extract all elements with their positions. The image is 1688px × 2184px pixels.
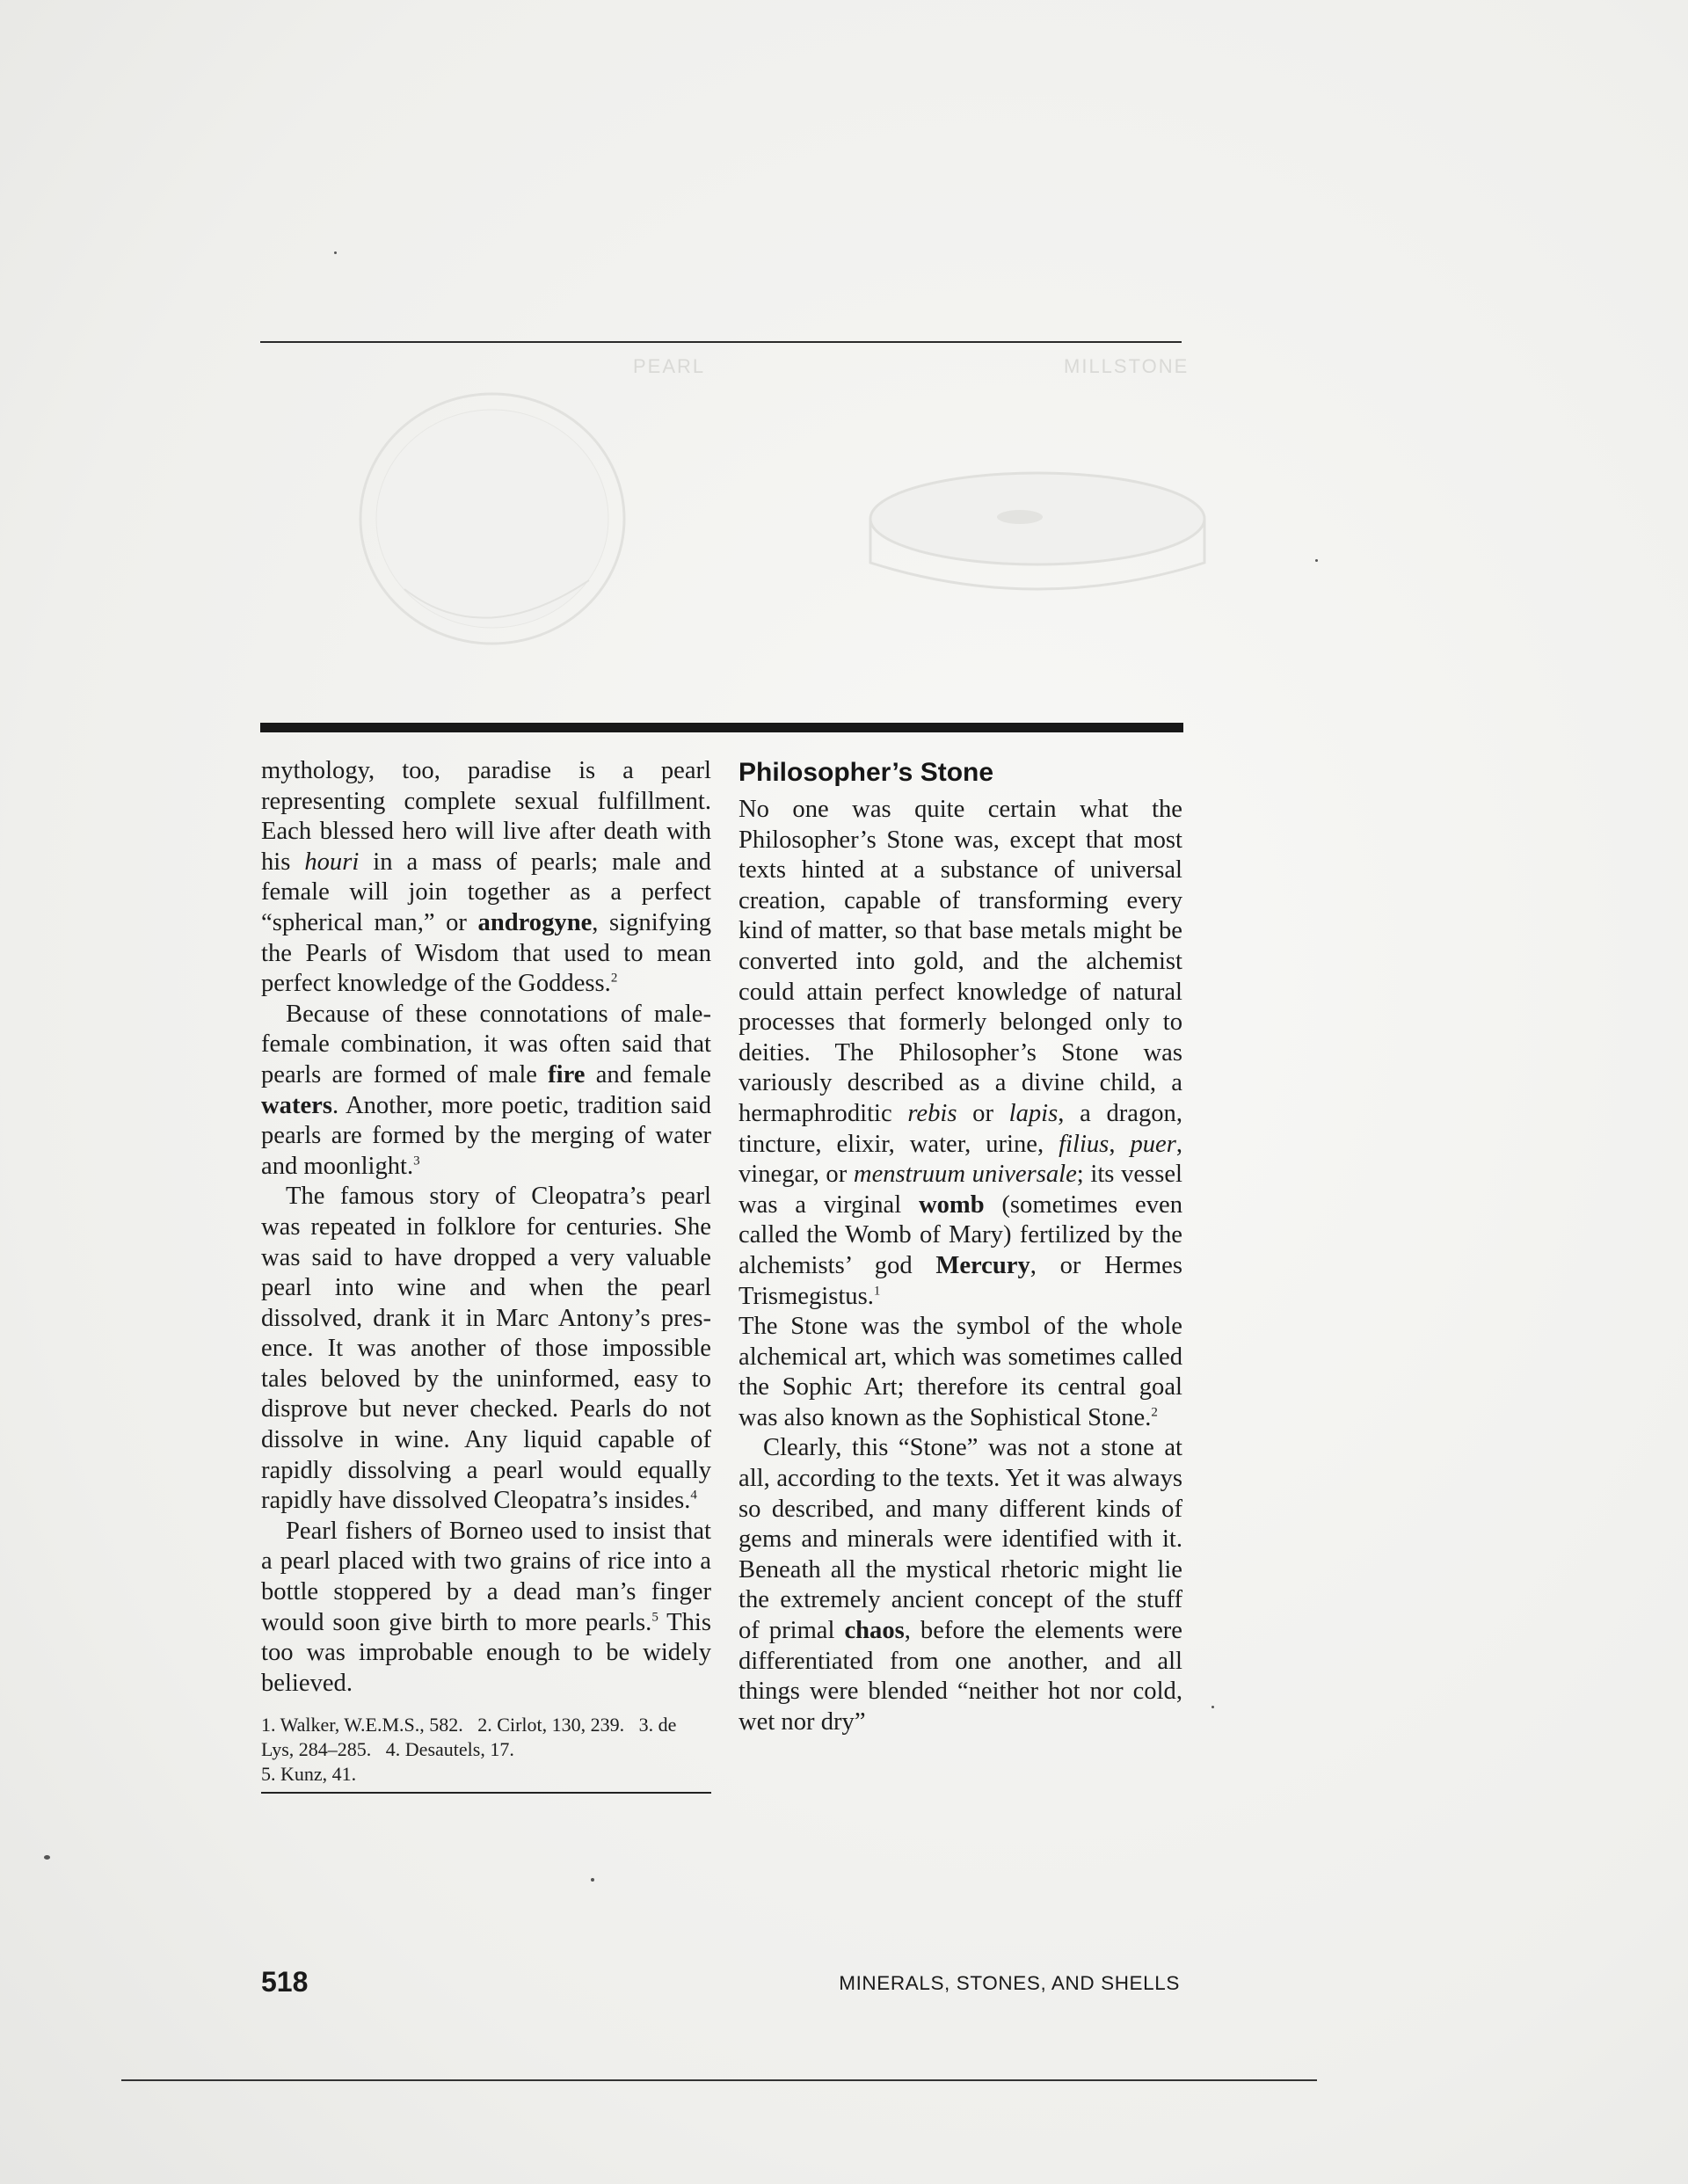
left-column bbox=[261, 756, 711, 1794]
paragraph-borneo: Pearl fishers of Borneo used to insist that a pearl placed with two grains of rice into a bottle stoppered by a dead man’s finger would soon give birth to more pearls.$^5$ This too was improbable enough to be widely believed. bbox=[261, 1517, 712, 1697]
paragraph-sophic-art: The Stone was the symbol of the whole alchemical art, which was sometimes called the Sophic Art; therefore its central goal was also known as the Sophistical Stone.$^2$ bbox=[738, 1313, 1182, 1431]
paragraph-cleopatra: The famous story of Cleopatra’s pearl was repeated in folklore for centuries. She was said to have dropped a very valuable pearl into wine and when the pearl dissolved, drank it in Marc Antony’s presence. It was another of those impossible tales beloved by the uninformed, easy to disprove but never checked. Pearls do not dissolve in wine. Any liquid capable of rapidly dissolving a pearl would equally rapidly have dissolved Cleopatra’s insides.$^4$ bbox=[261, 1183, 711, 1515]
paragraph-male-female: Because of these connotations of male-female combination, it was often said that pearls are formed of male fire and female waters. Another, more poetic, tradition said pearls are formed by the merging of water and moonlight.$^3$ bbox=[261, 1000, 711, 1180]
footnote-5: 5. Kunz, 41. bbox=[261, 1763, 357, 1786]
bleed-through-millstone-illustration bbox=[862, 466, 1213, 615]
footnotes bbox=[261, 1713, 711, 1794]
term-chaos: chaos bbox=[844, 1617, 905, 1645]
paragraph-pearl-paradise: mythology, too, paradise is a pearl representing complete sexual fulfillment. Each blessed hero will live after death with his houri in a mass of pearls; male and female will join together as a perfect “spherical man,” or androgyne, signifying the Pearls of Wisdom that used to mean perfect knowledge of the Goddess.$^2$ bbox=[261, 757, 711, 998]
page-number: 518 bbox=[261, 1966, 309, 1998]
bleed-through-pearl-illustration bbox=[352, 387, 642, 651]
term-rebis: rebis bbox=[907, 1099, 957, 1127]
paragraph-clearly: Clearly, this “Stone” was not a stone at all, according to the texts. Yet it was always so described, and many different kinds of gems and minerals were identified with it. Beneath all the mystical rhetoric might lie the extremely ancient concept of the stuff of primal chaos, before the elements were differentiated from one another, and all things were blended “neither hot nor cold, wet nor dry” bbox=[738, 1434, 1182, 1736]
paragraph-stone-definition: No one was quite certain what the Philosopher’s Stone was, except that most texts hinted at a substance of universal creation, capable of transforming every kind of matter, so that base metals might be converted into gold, and the alchemist could attain perfect knowledge of natural processes that formerly belonged only to deities. The Philosopher’s Stone was variously described as a divine child, a hermaphroditic rebis or lapis, a dragon, tincture, elixir, water, urine, filius, puer, vinegar, or menstruum universale; its vessel was a virginal womb (sometimes even called the Womb of Mary) fertilized by the alchemists’ god Mercury, or Hermes Trismegistus.$^1$ bbox=[738, 796, 1183, 1310]
entry-heading: Philosopher’s Stone bbox=[738, 758, 994, 787]
term-androgyne: androgyne bbox=[477, 908, 593, 936]
term-fire: fire bbox=[548, 1060, 586, 1088]
footnote-ref: 4 bbox=[690, 1488, 697, 1503]
right-column bbox=[738, 756, 1182, 1737]
bleed-through-label-right: MILLSTONE bbox=[1064, 355, 1190, 377]
footnote-ref: 1 bbox=[873, 1283, 881, 1298]
term-waters: waters bbox=[261, 1091, 332, 1119]
term-menstruum: menstruum universale bbox=[853, 1161, 1077, 1189]
top-rule bbox=[260, 341, 1182, 343]
footnote-ref: 2 bbox=[1151, 1405, 1158, 1420]
footnote-ref: 3 bbox=[413, 1154, 420, 1168]
term-lapis: lapis bbox=[1008, 1099, 1059, 1127]
term-puer: puer bbox=[1130, 1130, 1176, 1158]
term-houri: houri bbox=[304, 848, 360, 876]
footnote-3: 3. de Lys, 284–285. bbox=[261, 1714, 677, 1761]
term-mercury: Mercury bbox=[935, 1251, 1030, 1279]
footnote-ref: 2 bbox=[610, 971, 618, 986]
scan-edge-line bbox=[121, 2079, 1317, 2081]
footnote-1: 1. Walker, W.E.M.S., 582. bbox=[261, 1714, 463, 1736]
footnote-4: 4. Desautels, 17. bbox=[385, 1738, 514, 1761]
running-footer-title: MINERALS, STONES, AND SHELLS bbox=[839, 1972, 1180, 1994]
bleed-through-label-left: PEARL bbox=[633, 355, 706, 377]
footnote-2: 2. Cirlot, 130, 239. bbox=[477, 1714, 625, 1736]
term-womb: womb bbox=[918, 1190, 985, 1219]
section-rule bbox=[260, 723, 1183, 732]
footnote-ref: 5 bbox=[651, 1610, 658, 1625]
term-filius: filius bbox=[1059, 1130, 1110, 1158]
